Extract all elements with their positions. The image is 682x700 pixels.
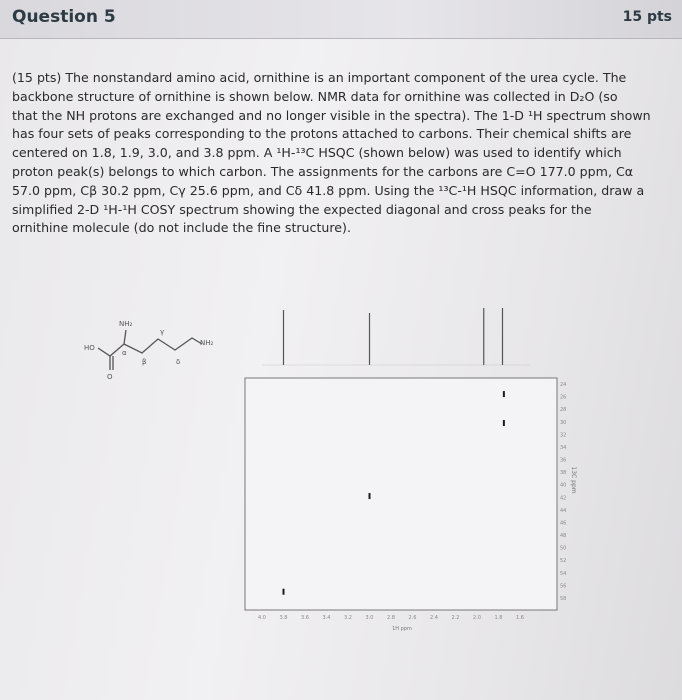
y-tick-label: 44 (560, 507, 567, 514)
x-tick-label: 3.8 (279, 615, 288, 621)
x-tick-label: 3.2 (344, 615, 352, 621)
alpha-label: α (122, 349, 127, 357)
y-tick-label: 52 (560, 558, 567, 565)
gamma-label: γ (160, 328, 165, 336)
y-tick-label: 28 (560, 407, 567, 414)
question-text-line: centered on 1.8, 1.9, 3.0, and 3.8 ppm. A ¹H-¹³C HSQC (shown below) was used to identify which (12, 145, 622, 161)
question-points: 15 pts (622, 9, 672, 25)
hsqc-peak (283, 589, 285, 595)
y-ticks (560, 382, 566, 602)
x-tick-label: 4.0 (258, 615, 266, 621)
y-tick-label: 42 (560, 495, 567, 502)
hsqc-peak (369, 493, 371, 499)
y-tick-label: 58 (560, 596, 567, 602)
y-tick-label: 50 (560, 545, 567, 552)
y-tick-label: 32 (560, 432, 567, 439)
ho-label: HO (84, 344, 95, 352)
nh2-right-label: NH₂ (200, 339, 214, 347)
nh2-top-label: NH₂ (119, 320, 133, 328)
question-text-line: simplified 2-D ¹H-¹H COSY spectrum showing the expected diagonal and cross peaks for the (12, 201, 592, 217)
question-text-line: proton peak(s) belongs to which carbon. The assignments for the carbons are C=O 177.0 ppm, Cα (12, 163, 634, 179)
y-tick-label: 46 (560, 520, 567, 527)
x-tick-label: 2.4 (430, 615, 438, 621)
x-tick-label: 1.6 (516, 615, 524, 621)
hsqc-peak (503, 420, 505, 426)
question-text-line: has four sets of peaks corresponding to the protons attached to carbons. Their chemical shifts are (12, 126, 632, 142)
backbone-bonds (98, 338, 202, 356)
question-text-line: (15 pts) The nonstandard amino acid, ornithine is an important component of the urea cycle. The (12, 70, 627, 85)
x-ticks (258, 615, 524, 621)
y-tick-label: 40 (560, 482, 567, 489)
x-tick-label: 2.8 (387, 615, 395, 621)
amine-bond (124, 330, 126, 344)
y-tick-label: 34 (560, 444, 567, 451)
question-title: Question 5 (12, 7, 116, 27)
question-header (0, 0, 682, 39)
x-tick-label: 2.6 (408, 615, 417, 621)
delta-label: δ (176, 358, 181, 366)
y-tick-label: 24 (560, 382, 567, 388)
hsqc-plot (245, 378, 577, 632)
hsqc-figure (0, 290, 682, 650)
question-text-line: that the NH protons are exchanged and no longer visible in the spectra). The 1-D ¹H spectrum shown (12, 107, 651, 123)
y-tick-label: 36 (560, 457, 567, 464)
x-tick-label: 2.0 (473, 615, 481, 621)
x-axis-label: 1H ppm (392, 626, 412, 632)
carbonyl-o-label: O (107, 373, 113, 381)
y-tick-label: 38 (560, 470, 567, 477)
y-tick-label: 26 (560, 394, 567, 401)
question-text (12, 69, 672, 238)
y-tick-label: 56 (560, 583, 567, 590)
question-text-line: 57.0 ppm, Cβ 30.2 ppm, Cγ 25.6 ppm, and Cδ 41.8 ppm. Using the ¹³C-¹H HSQC information, draw a (12, 182, 645, 198)
ornithine-structure (98, 330, 202, 370)
x-tick-label: 3.4 (322, 615, 331, 621)
x-tick-label: 1.8 (494, 615, 503, 621)
question-text-line: backbone structure of ornithine is shown below. NMR data for ornithine was collected in D₂O (so (12, 88, 618, 104)
question-text-line: ornithine molecule (do not include the fine structure). (12, 220, 351, 236)
y-axis-label: 13C ppm (570, 466, 577, 494)
hsqc-peak (503, 391, 505, 397)
x-tick-label: 3.6 (301, 615, 309, 621)
x-tick-label: 2.2 (451, 615, 460, 621)
hsqc-plot-area (245, 378, 557, 610)
beta-label: β (142, 358, 147, 366)
y-tick-label: 48 (560, 533, 567, 540)
y-tick-label: 30 (560, 419, 567, 426)
y-tick-label: 54 (560, 570, 567, 577)
x-tick-label: 3.0 (365, 615, 374, 621)
proton-1d-spectrum (262, 308, 530, 365)
